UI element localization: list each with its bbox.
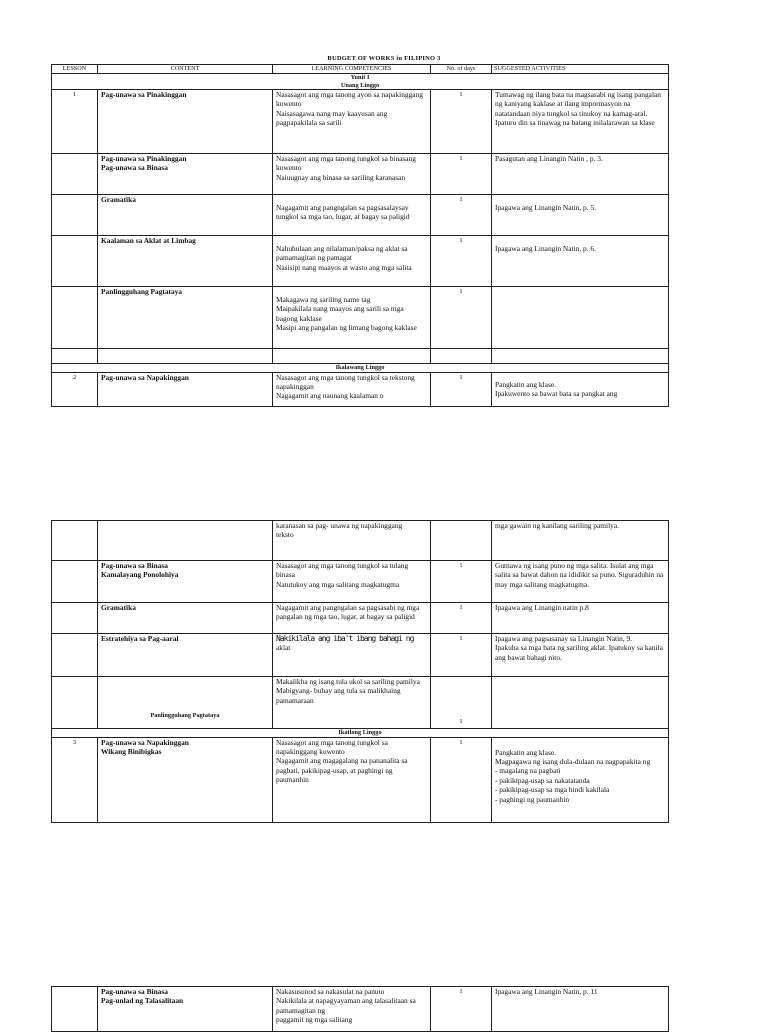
competency-text: teksto [276,530,294,540]
table-row [52,561,669,603]
content-subject: Pag-unawa sa Pinakinggan [101,90,187,99]
week-label: Ikalawang Linggo [52,364,669,373]
competency-text: Makalikha ng isang tula ukol sa sariling pamilya [276,677,420,686]
weekly-assessment-label: Panlingguhang Pagtataya [150,712,220,719]
competency-text: Maipakilala nang maayos ang sarili sa mga bagong kaklase [276,304,404,323]
table-row [52,521,669,561]
table-row [52,634,669,677]
competency-text: Nakasusunod sa nakasulat na panuto [276,987,385,996]
competency-text: aklat [276,643,291,653]
activity-text: Gumawa ng isang puno ng mga salita. Isulat ang mga salita sa bawat dahon na ididikit sa puno. Siguraduhin na may mga salitang magkatugma. [495,561,664,589]
content-subject: Gramatika [101,603,136,612]
content-subject: Wikang Binibigkas [101,746,162,756]
week-label: Ikatlong Linggo [52,729,669,738]
lesson-header: LESSON [52,65,98,74]
days-value: 1 [459,718,463,725]
days-value: 1 [459,562,463,569]
week-label: Unang Linggo [340,81,380,89]
competencies-header: LEARNING COMPETENCIES [273,65,431,74]
activity-text: Pangkatin ang klase. [495,379,556,389]
week-row [52,74,669,90]
competency-text: Nasasagot ang mga tanong tungkol sa tulang binasa [276,561,409,580]
activity-text: Pasagutan ang Linangin Natin , p. 3. [495,154,603,163]
table-row [52,737,669,822]
budget-table-page-1 [51,64,669,407]
table-row [52,154,669,195]
activity-text: Ipagawa ang Linangin Natin, p. 5. [495,203,596,212]
activity-text: - paghingi ng paumanhin [495,794,570,804]
document-title: BUDGET OF WORKS in FILIPINO 3 [327,55,441,62]
days-value: 1 [459,373,463,381]
table-row [52,987,669,1032]
content-subject: Panlingguhang Pagtataya [101,287,183,296]
activity-text: - pakikipag-usap sa mga hindi kakilala [495,785,610,795]
competency-text: Nagagamit ang pangngalan sa pagsasabi ng mga pangalan ng mga tao, lugar, at bagay sa paligid [276,603,420,622]
activity-text: Magpagawa ng isang dula-dulaan na nagpapakita ng [495,756,651,766]
days-value: 1 [459,604,463,611]
activity-text: Ipagawa ang Linangin natin p.8 [495,603,589,612]
activity-text: Ipakuha sa mga bata ng sariling aklat. Ipatukoy sa kanila ang bawat bahagi nito. [495,643,663,662]
activity-text: - magalang na pagbati [495,766,561,776]
days-value: 1 [459,988,463,995]
competency-text: Natutukoy ang mga salitang magkatugma [276,579,400,589]
lesson-number: 3 [72,738,77,746]
content-subject: Pag-unawa sa Napakinggan [101,737,189,747]
activity-text: - pakikipag-usap sa nakatatanda [495,775,590,785]
activity-text: Tumawag ng ilang bata na magsasabi ng isang pangalan ng kaniyang kaklase at ilang impormasyon na natatandaan niya tungkol sa tinukoy na kamag-aral. Ipaturo din sa tinawag na batang inilalarawan sa klase [495,90,661,128]
competency-text: Nasasagot ang mga tanong tungkol sa napakinggang kuwento [276,737,388,756]
competency-text: Nasasagot ang mga tanong tungkol sa binasang kuwento [276,154,416,173]
activity-text: Ipagawa ang Linangin Natin, p. 6. [495,244,596,253]
competency-text: Nasasagot ang mga tanong ayon sa napakinggang kuwento [276,90,423,109]
days-header: No. of days [431,65,492,74]
table-row [52,236,669,287]
competency-text: Nagagamit ang naunang kaalaman o [276,391,384,401]
competency-text: Mabigyang- buhay ang tula sa malikhaing pamamaraan [276,686,401,705]
competency-text: Nahuhulaan ang nilalaman/paksa ng aklat sa pamamagitan ng pamagat [276,244,408,263]
content-subject: Pag-unawa sa Binasa [101,163,168,173]
days-value: 1 [459,196,463,203]
budget-table-page-3 [51,986,669,1032]
competency-text: Nagagamit ang pangngalan sa pagsasalaysay tungkol sa mga tao, lugar, at bagay sa paligid [276,203,410,222]
content-subject: Kamalayang Ponolohiya [101,570,179,580]
content-subject: Kaalaman sa Aklat at Limbag [101,236,196,245]
header-row [52,65,669,74]
days-value: 1 [459,91,463,98]
days-value: 1 [459,237,463,244]
content-subject: Pag-unawa sa Binasa [101,987,168,996]
competency-text: Nagagamit ang magagalang na pananalita sa pagbati, pakikipag-usap, at paghingi ng paumanhin [276,756,408,785]
table-row [52,677,669,729]
content-subject: Pag-unawa sa Napakinggan [101,372,189,382]
days-value: 1 [459,738,463,746]
activity-text: Ipagawa ang pagsasanay sa Linangin Natin, 9. [495,634,633,643]
competency-text: Nakikilala at napagyayaman ang talasalitaan sa pamamagitan ng [276,996,416,1015]
lesson-number: 1 [72,91,77,98]
content-subject: Gramatika [101,195,136,204]
competency-text: Makagawa ng sariling name tag [276,295,371,304]
days-value: 1 [459,288,463,295]
table-row [52,195,669,236]
content-subject: Pag-unawa sa Pinakinggan [101,154,187,163]
table-row [52,90,669,154]
week-row [52,729,669,738]
activity-text: Pangkatin ang klase. [495,747,556,757]
competency-text: Naisasagawa nang may kaayusan ang pagpapakilala sa sarili [276,108,388,128]
unit-label: Yunit I [350,74,370,81]
competency-text: Naiuugnay ang binasa sa sariling karanasan [276,172,406,182]
competency-text: paggamit ng mga salitang [276,1015,353,1025]
competency-text: Nakikilala ang iba't ibang bahagi ng [276,634,414,643]
table-row [52,603,669,634]
competency-text: Nasasagot ang mga tanong tungkol sa tekstong napakinggan [276,372,415,391]
empty-row [52,349,669,364]
activities-header: SUGGESTED ACTIVITIES [492,65,669,74]
content-subject: Pag-unlad ng Talasalitaan [101,996,184,1006]
week-row [52,364,669,373]
activity-text: Ipakuwento sa bawat bata sa pangkat ang [495,388,618,398]
competency-text: Masipi ang pangalan ng limang bagong kaklase [276,323,417,333]
days-value: 1 [459,155,463,162]
table-row [52,287,669,349]
content-subject: Estratehiya sa Pag-aaral [101,634,179,643]
budget-table-page-2 [51,520,669,823]
activity-text: mga gawain ng kanilang sariling pamilya. [495,521,619,530]
days-value: 1 [459,635,463,642]
lesson-number: 2 [72,373,77,381]
content-subject: Pag-unawa sa Binasa [101,561,168,570]
competency-text: Nasisipi nang maayos at wasto ang mga salita [276,262,412,272]
content-header: CONTENT [98,65,273,74]
table-row [52,372,669,406]
competency-text: karanasan sa pag- unawa ng napakinggang [276,521,403,530]
activity-text: Ipagawa ang Linangin Natin, p. 11 [495,987,598,996]
